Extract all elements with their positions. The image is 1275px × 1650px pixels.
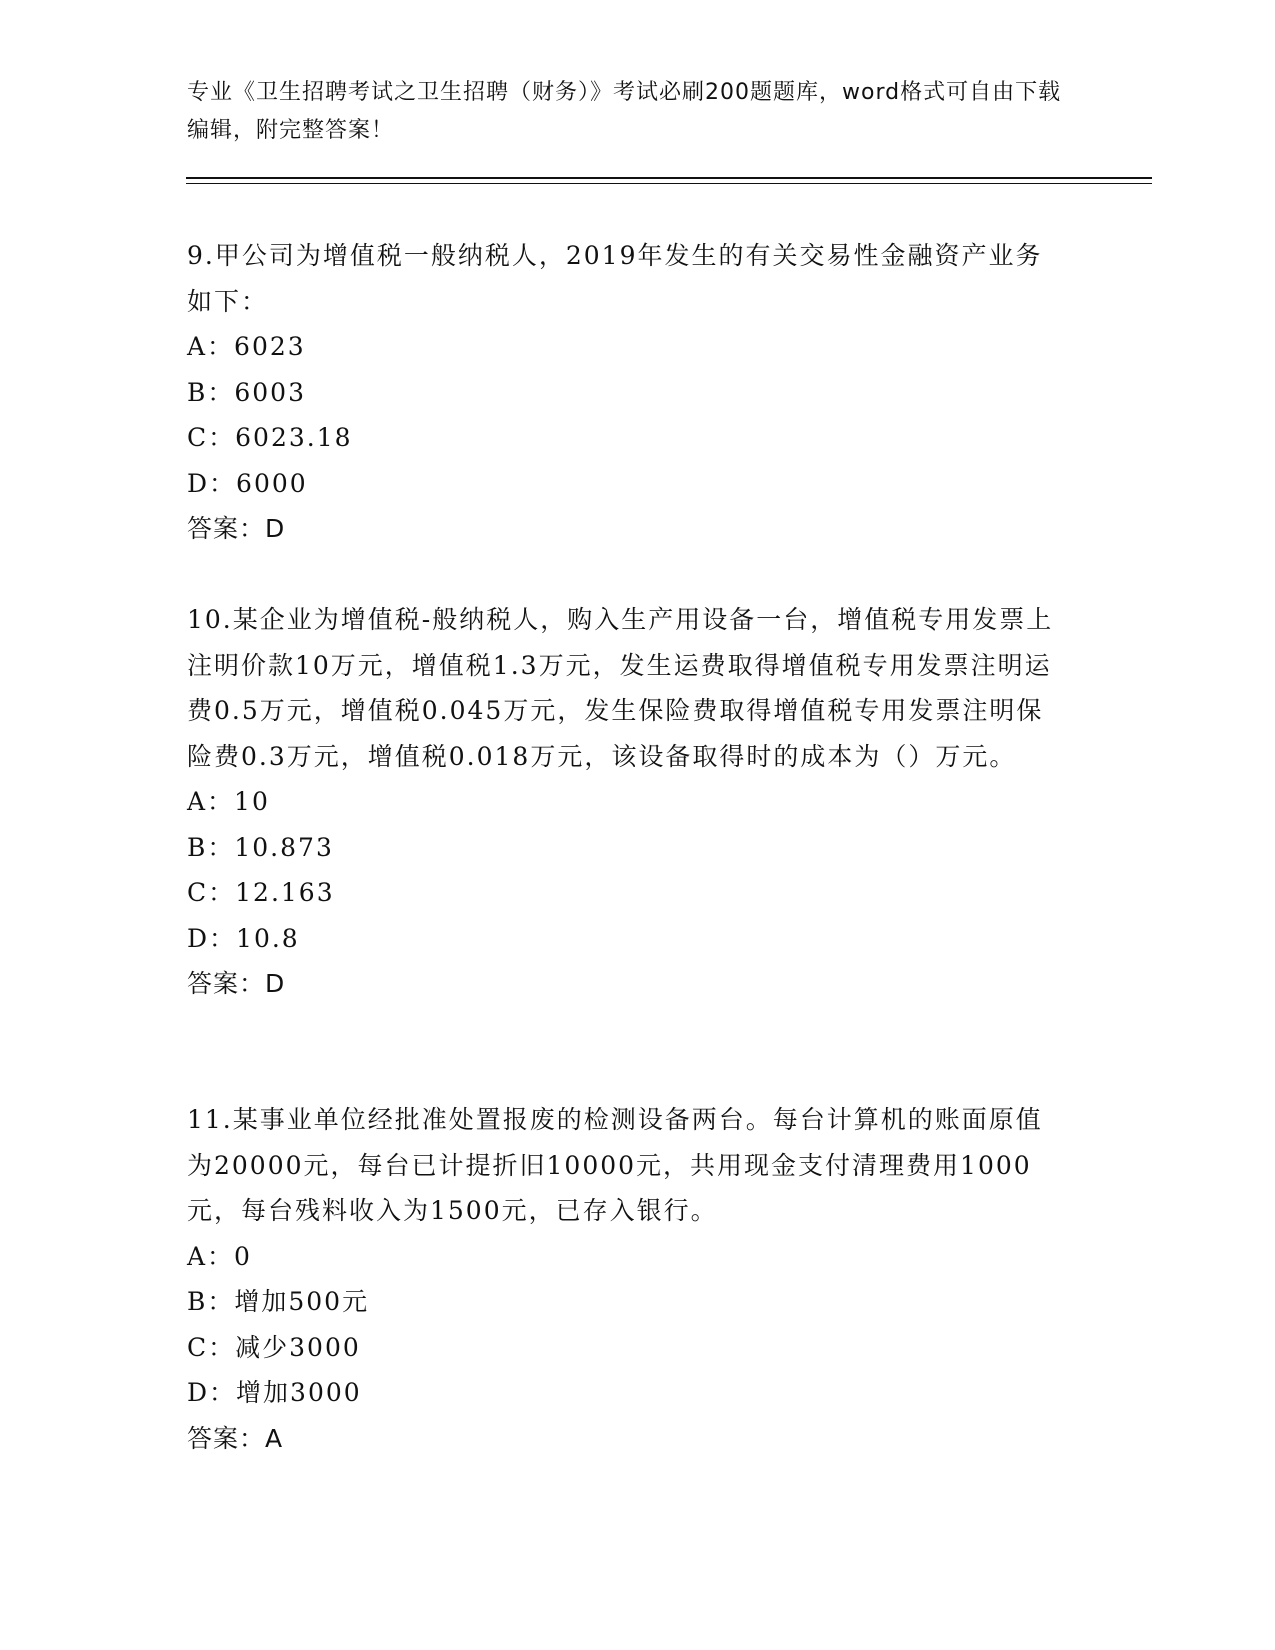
question-text: 11.某事业单位经批准处置报废的检测设备两台。每台计算机的账面原值为20000元，每台已计提折旧10000元，共用现金支付清理费用1000元，每台残料收入为1500元，已存入银行。	[187, 1105, 1043, 1225]
option-b: B：10.873	[187, 832, 334, 862]
option-a: A：10	[187, 787, 270, 816]
option-a: A：0	[187, 1241, 252, 1271]
question-block	[187, 233, 1087, 552]
option-b: B：6003	[187, 377, 306, 407]
option-b: B：增加500元	[187, 1287, 370, 1316]
answer-line: 答案：D	[187, 969, 286, 998]
option-d: D：增加3000	[187, 1378, 362, 1407]
question-block	[187, 1097, 1087, 1461]
header-divider-thin	[186, 183, 1152, 184]
option-d: D：6000	[187, 468, 308, 498]
question-text: 9.甲公司为增值税一般纳税人，2019年发生的有关交易性金融资产业务如下：	[187, 241, 1043, 316]
answer-line: 答案：A	[187, 1423, 284, 1453]
option-a: A：6023	[187, 332, 306, 361]
option-c: C：6023.18	[187, 423, 353, 452]
option-c: C：减少3000	[187, 1332, 361, 1362]
option-c: C：12.163	[187, 878, 335, 907]
question-text: 10.某企业为增值税-般纳税人，购入生产用设备一台，增值税专用发票上注明价款10万元，增值税1.3万元，发生运费取得增值税专用发票注明运费0.5万元，增值税0.045万元，发生保险费取得增值税专用发票注明保险费0.3万元，增值税0.018万元，该设备取得时的成本为（）万元。	[187, 605, 1054, 771]
answer-line: 答案：D	[187, 514, 286, 543]
option-d: D：10.8	[187, 923, 300, 953]
question-block	[187, 597, 1087, 1007]
header-divider-thick	[186, 177, 1152, 179]
document-header: 专业《卫生招聘考试之卫生招聘（财务）》考试必刷200题题库，word格式可自由下载编辑，附完整答案！	[187, 80, 1062, 143]
